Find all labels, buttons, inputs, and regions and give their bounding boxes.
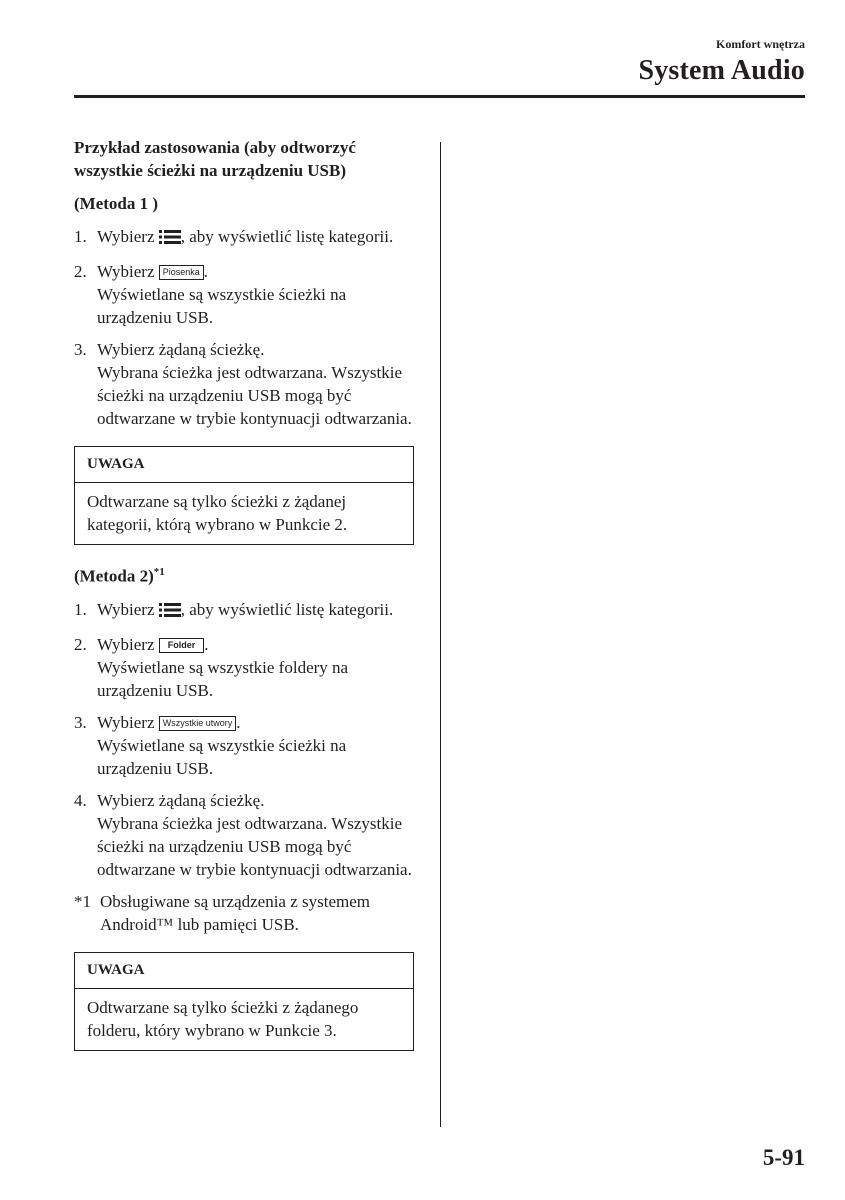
- step-text: Wybierz: [97, 599, 155, 619]
- step-detail: Wybrana ścieżka jest odtwarzana. Wszystkie ścieżki na urządzeniu USB mogą być odtwarzane w trybie kontynuacji odtwarzania.: [97, 813, 412, 879]
- step-text-post: .: [204, 634, 209, 654]
- header-rule: [74, 95, 805, 98]
- method-2-step-2: [74, 633, 414, 702]
- all-tracks-button[interactable]: Wszystkie utwory: [159, 716, 237, 731]
- method-1-step-2: [74, 260, 414, 329]
- step-text-post: , aby wyświetlić listę kategorii.: [180, 227, 394, 246]
- step-text: Wybierz: [97, 262, 155, 281]
- step-number: 3.: [74, 340, 87, 359]
- step-detail: Wybrana ścieżka jest odtwarzana. Wszystkie ścieżki na urządzeniu USB mogą być odtwarzane w trybie kontynuacji odtwarzania.: [97, 363, 412, 428]
- section-label: Komfort wnętrza: [716, 37, 805, 51]
- method-2-title-text: (Metoda 2): [74, 566, 154, 586]
- step-text: Wybierz: [97, 634, 155, 654]
- list-menu-icon: [159, 228, 181, 251]
- step-text-post: .: [236, 712, 241, 732]
- footnote-ref: *1: [153, 566, 165, 578]
- step-detail: Wyświetlane są wszystkie ścieżki na urządzeniu USB.: [97, 285, 347, 327]
- footnote-mark: *1: [74, 891, 91, 911]
- method-1-step-1: [74, 225, 414, 251]
- step-detail: Wyświetlane są wszystkie ścieżki na urządzeniu USB.: [97, 735, 347, 778]
- note-box-2: [74, 952, 414, 1051]
- step-number: 1.: [74, 227, 87, 246]
- method-2-title: [74, 561, 414, 588]
- step-detail: Wyświetlane są wszystkie foldery na urządzeniu USB.: [97, 657, 349, 700]
- note-box-1: [74, 446, 414, 545]
- footnote-text: Obsługiwane są urządzenia z systemem Android™ lub pamięci USB.: [100, 891, 371, 934]
- example-heading: Przykład zastosowania (aby odtworzyć wszystkie ścieżki na urządzeniu USB): [74, 138, 356, 180]
- step-text: Wybierz: [97, 712, 155, 732]
- note-title: UWAGA: [75, 953, 413, 989]
- method-1-step-3: [74, 338, 414, 430]
- step-number: 2.: [74, 634, 87, 654]
- footnote: [74, 890, 414, 936]
- folder-button[interactable]: Folder: [159, 638, 205, 653]
- note-body: Odtwarzane są tylko ścieżki z żądanej kategorii, którą wybrano w Punkcie 2.: [87, 492, 348, 534]
- step-number: 3.: [74, 712, 87, 732]
- step-number: 2.: [74, 262, 87, 281]
- step-text: Wybierz: [97, 227, 155, 246]
- step-number: 1.: [74, 599, 87, 619]
- step-number: 4.: [74, 790, 87, 810]
- piosenka-button[interactable]: Piosenka: [159, 265, 204, 280]
- note-title: UWAGA: [75, 447, 413, 483]
- left-column: [74, 136, 414, 1067]
- method-2-step-4: [74, 789, 414, 881]
- chapter-title: System Audio: [638, 55, 805, 86]
- method-1-title: (Metoda 1 ): [74, 194, 159, 213]
- list-menu-icon: [159, 601, 181, 624]
- note-body: Odtwarzane są tylko ścieżki z żądanego folderu, który wybrano w Punkcie 3.: [87, 997, 359, 1040]
- method-2-step-1: [74, 598, 414, 624]
- step-text-post: .: [203, 262, 209, 281]
- step-text-post: , aby wyświetlić listę kategorii.: [180, 599, 394, 619]
- method-2-step-3: [74, 711, 414, 780]
- page-number: 5-91: [762, 1145, 805, 1170]
- column-divider: [440, 142, 441, 1127]
- step-text: Wybierz żądaną ścieżkę.: [97, 340, 265, 359]
- step-text: Wybierz żądaną ścieżkę.: [97, 790, 265, 810]
